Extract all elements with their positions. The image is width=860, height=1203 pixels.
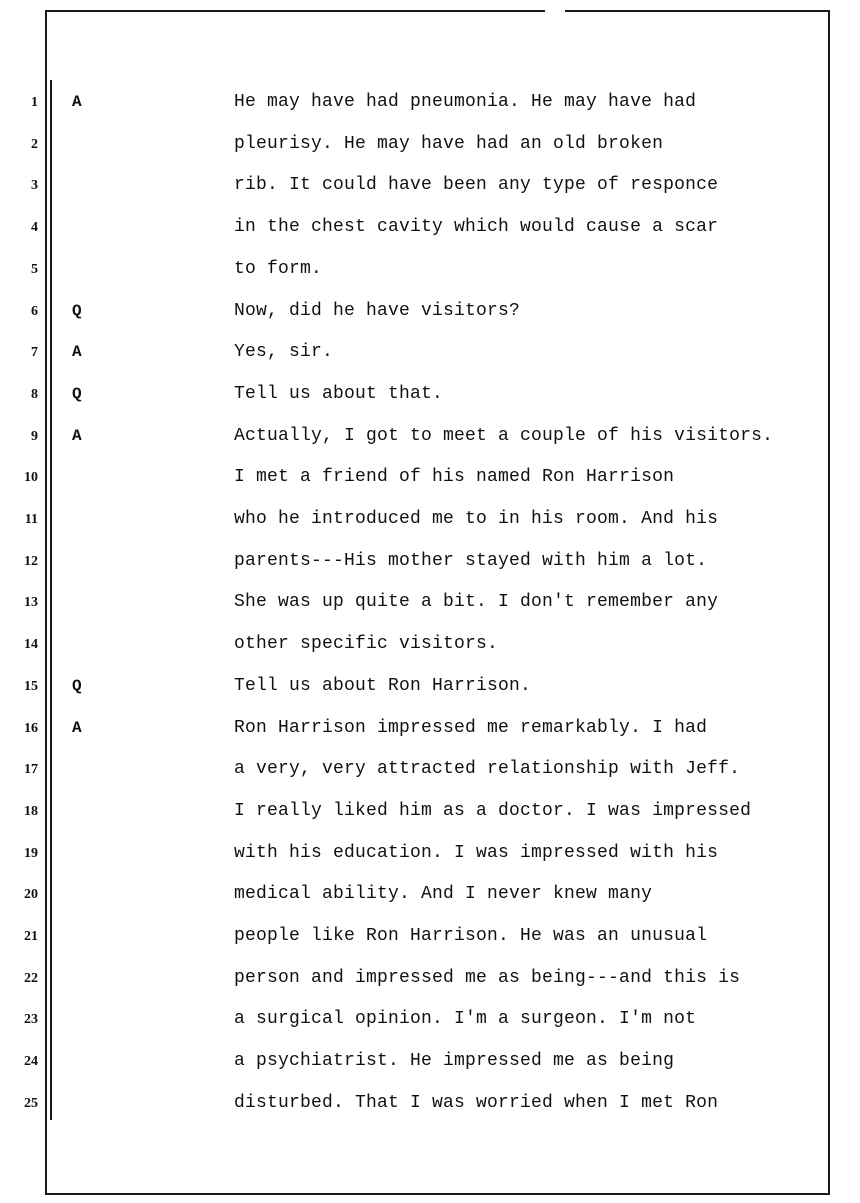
line-number: 12: [24, 553, 38, 569]
transcript-line: [0, 874, 860, 915]
testimony-text: medical ability. And I never knew many: [234, 884, 653, 905]
line-number: 6: [31, 303, 38, 319]
testimony-text: to form.: [234, 258, 323, 279]
line-number: 16: [24, 720, 38, 736]
speaker-label: A: [72, 426, 82, 445]
testimony-text: who he introduced me to in his room. And his: [234, 509, 719, 529]
transcript-line: [0, 582, 860, 623]
transcript-line: [0, 1083, 860, 1124]
transcript-line: [0, 999, 860, 1040]
testimony-text: Yes, sir.: [234, 342, 334, 363]
testimony-text: a surgical opinion. I'm a surgeon. I'm not: [234, 1009, 697, 1030]
testimony-text: rib. It could have been any type of responce: [234, 175, 719, 196]
transcript-line: [0, 1041, 860, 1082]
transcript-line: [0, 499, 860, 540]
transcript-line: [0, 916, 860, 957]
transcript-line: [0, 457, 860, 498]
transcript-line: [0, 541, 860, 582]
line-number: 24: [24, 1054, 38, 1070]
speaker-label: A: [72, 718, 82, 737]
testimony-text: in the chest cavity which would cause a scar: [234, 217, 719, 238]
line-number: 25: [24, 1095, 38, 1111]
testimony-text: I met a friend of his named Ron Harrison: [234, 467, 675, 488]
line-number: 13: [24, 595, 38, 611]
transcript-line: [0, 207, 860, 248]
speaker-label: A: [72, 93, 82, 111]
line-number: 7: [31, 345, 38, 361]
line-number: 14: [24, 637, 38, 653]
transcript-line: [0, 82, 860, 123]
line-number: 21: [24, 929, 38, 944]
speaker-label: Q: [72, 676, 82, 695]
transcript-line: [0, 124, 860, 165]
transcript-line: [0, 165, 860, 206]
transcript-line: [0, 291, 860, 332]
speaker-label: Q: [72, 384, 82, 403]
testimony-text: a psychiatrist. He impressed me as being: [234, 1051, 675, 1072]
testimony-text: a very, very attracted relationship with Jeff.: [234, 759, 741, 780]
testimony-text: pleurisy. He may have had an old broken: [234, 133, 664, 154]
testimony-text: Tell us about that.: [234, 383, 444, 404]
speaker-label: A: [72, 343, 82, 362]
testimony-text: other specific visitors.: [234, 634, 499, 655]
transcript-line: [0, 666, 860, 707]
testimony-text: Ron Harrison impressed me remarkably. I had: [234, 717, 708, 738]
line-number: 15: [24, 678, 38, 694]
line-number: 5: [31, 261, 38, 277]
testimony-text: parents---His mother stayed with him a lot.: [234, 550, 708, 571]
testimony-text: with his education. I was impressed with his: [234, 842, 719, 863]
line-number: 10: [24, 470, 38, 486]
line-number: 8: [31, 386, 38, 402]
transcript-line: [0, 749, 860, 790]
testimony-text: Tell us about Ron Harrison.: [234, 675, 532, 696]
testimony-text: I really liked him as a doctor. I was impressed: [234, 800, 752, 821]
line-number: 2: [31, 136, 38, 152]
testimony-text: Actually, I got to meet a couple of his visitors.: [234, 425, 774, 446]
transcript-line: [0, 416, 860, 457]
speaker-label: Q: [72, 301, 82, 320]
testimony-text: disturbed. That I was worried when I met Ron: [234, 1092, 719, 1113]
testimony-text: She was up quite a bit. I don't remember any: [234, 592, 719, 613]
testimony-text: people like Ron Harrison. He was an unusual: [234, 926, 708, 946]
line-number: 11: [24, 512, 38, 527]
transcript-line: [0, 249, 860, 290]
line-number: 17: [24, 762, 38, 778]
testimony-text: person and impressed me as being---and this is: [234, 967, 741, 988]
testimony-text: Now, did he have visitors?: [234, 300, 521, 321]
transcript-line: [0, 332, 860, 373]
line-number: 19: [24, 845, 38, 861]
transcript-line: [0, 833, 860, 874]
transcript-line: [0, 624, 860, 665]
line-number: 9: [31, 428, 38, 444]
transcript-line: [0, 708, 860, 749]
line-number: 4: [31, 220, 38, 236]
line-number: 1: [31, 95, 38, 110]
line-number: 20: [24, 887, 38, 903]
line-number: 22: [24, 970, 38, 986]
testimony-text: He may have had pneumonia. He may have had: [234, 92, 697, 112]
transcript-line: [0, 791, 860, 832]
line-number: 3: [31, 178, 38, 194]
transcript-line: [0, 374, 860, 415]
line-number: 18: [24, 803, 38, 819]
transcript-line: [0, 958, 860, 999]
line-number: 23: [24, 1012, 38, 1028]
